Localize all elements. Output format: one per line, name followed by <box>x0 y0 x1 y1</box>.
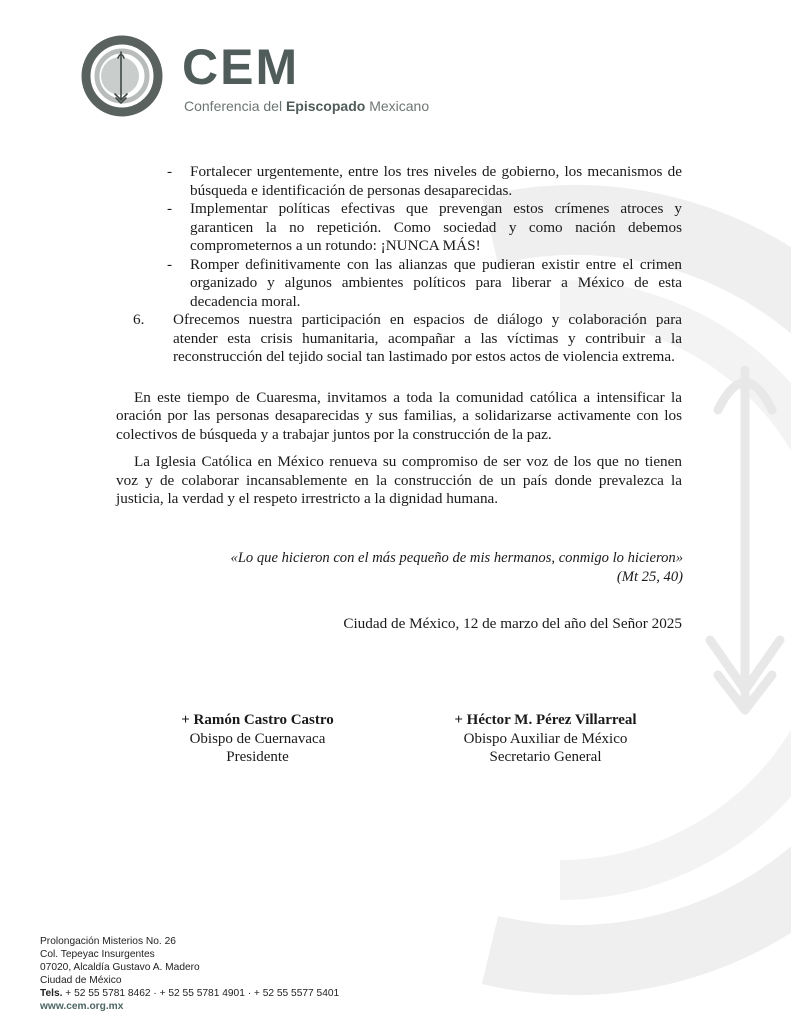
paragraph-lent: En este tiempo de Cuaresma, invitamos a toda la comunidad católica a intensificar la oración por las personas desaparecidas y sus familias, a solidarizarse activamente con los colectivos de búsqueda y a trabajar juntos por la construcción de la paz. <box>116 388 682 443</box>
item-number: 6. <box>133 311 145 328</box>
paragraph-commitment: La Iglesia Católica en México renueva su compromiso de ser voz de los que no tienen voz y de colaborar incansablemente en la construcción de un país donde prevalezca la justicia, la verdad y el respeto irrestricto a la dignidad humana. <box>116 453 682 507</box>
signer-title: Obispo Auxiliar de México <box>463 730 628 747</box>
signature-president <box>160 711 355 767</box>
date-line: Ciudad de México, 12 de marzo del año del Señor 2025 <box>343 615 682 632</box>
cem-logo <box>72 34 452 118</box>
letter-body <box>116 163 682 509</box>
footer-address-line: Prolongación Misterios No. 26 <box>40 936 176 947</box>
footer-phones <box>40 987 339 1000</box>
bullet-dash: - <box>167 200 173 217</box>
footer-contact <box>40 935 339 1014</box>
quote-text: «Lo que hicieron con el más pequeño de mis hermanos, conmigo lo hicieron» <box>230 550 683 566</box>
bullet-dash: - <box>167 255 173 273</box>
scripture-quote <box>231 549 683 586</box>
website-link[interactable]: www.cem.org.mx <box>40 1001 124 1013</box>
signer-name: + Ramón Castro Castro <box>181 712 334 728</box>
phone-numbers: + 52 55 5781 8462 · + 52 55 5781 4901 · + 52 55 5577 5401 <box>62 988 340 1000</box>
footer-address-line: 07020, Alcaldía Gustavo A. Madero <box>40 962 200 974</box>
quote-citation: (Mt 25, 40) <box>616 568 683 585</box>
cem-emblem-icon <box>72 34 172 118</box>
list-item: - Fortalecer urgentemente, entre los tres niveles de gobierno, los mecanismos de búsqueda e identificación de personas desaparecidas. <box>167 163 682 199</box>
signature-secretary <box>432 711 659 767</box>
logo-fullname: Conferencia del Episcopado Mexicano <box>184 98 430 114</box>
signer-name: + Héctor M. Pérez Villarreal <box>454 712 637 728</box>
signer-title: Obispo de Cuernavaca <box>189 730 326 747</box>
signer-role: Secretario General <box>489 749 602 765</box>
phones-label: Tels. <box>40 988 63 1000</box>
list-item: - Implementar políticas efectivas que prevengan estos crímenes atroces y garanticen la no repetición. Como sociedad y como nación debemos comprometernos a un rotundo: ¡NUNCA MÁS! <box>167 200 682 254</box>
item-text: Ofrecemos nuestra participación en espacios de diálogo y colaboración para atender esta crisis humanitaria, acompañar a las víctimas y contribuir a la reconstrucción del tejido social tan lastimado por estos actos de violencia extrema. <box>173 311 682 365</box>
numbered-item-6 <box>133 311 682 367</box>
list-item: - Romper definitivamente con las alianzas que pudieran existir entre el crimen organizado y algunos ambientes políticos para liberar a México de esta decadencia moral. <box>167 255 682 310</box>
footer-address-line: Col. Tepeyac Insurgentes <box>40 949 155 961</box>
logo-acronym: CEM <box>182 39 300 95</box>
bullet-dash: - <box>167 163 173 180</box>
signer-role: Presidente <box>226 749 289 765</box>
bullet-list <box>167 163 682 311</box>
footer-address-line: Ciudad de México <box>40 975 122 987</box>
